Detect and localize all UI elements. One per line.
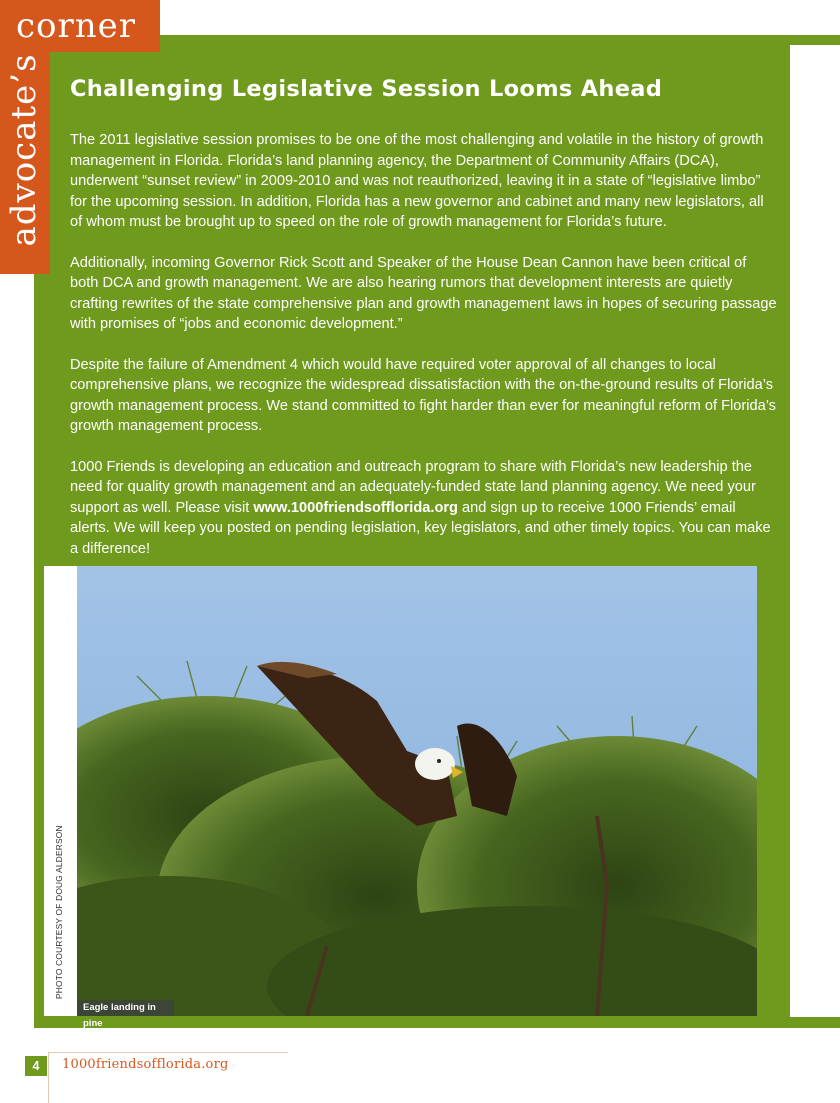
photo-caption: Eagle landing in pine	[77, 1000, 174, 1016]
paragraph-4-text-a: 1000 Friends is developing an education and outreach program to share with Florida’s new leadership the need for quality growth management and an adequately-funded state land planning agency. We need your support as well. Please visit	[70, 458, 756, 516]
photo-frame	[44, 566, 757, 1016]
eagle-in-pine-image	[77, 566, 757, 1016]
paragraph-2: Additionally, incoming Governor Rick Scott and Speaker of the House Dean Cannon have been critical of both DCA and growth management. We are also hearing rumors that development interests are quietly crafting rewrites of the state comprehensive plan and growth management laws in hopes of securing passage with promises of “jobs and economic development.”	[70, 254, 777, 332]
paragraph-4	[70, 457, 778, 560]
footer-vertical-rule	[48, 1052, 49, 1103]
paragraph-3: Despite the failure of Amendment 4 which would have required voter approval of all changes to local comprehensive plans, we recognize the widespread dissatisfaction with the on-the-ground results of Florida’s growth management process. We stand committed to fight harder than ever for meaningful reform of Florida’s growth management process.	[70, 356, 776, 434]
section-word-advocates: advocate’s	[4, 53, 44, 247]
page-margin	[790, 45, 840, 1017]
website-link[interactable]: www.1000friendsofflorida.org	[253, 499, 458, 516]
paragraph-1: The 2011 legislative session promises to be one of the most challenging and volatile in the history of growth management in Florida. Florida’s land planning agency, the Department of Community Affairs (DCA), underwent “sunset review” in 2009-2010 and was not reauthorized, leaving it in a state of “legislative limbo” for the upcoming session. In addition, Florida has a new governor and cabinet and many new legislators, all of whom must be brought up to speed on the role of growth management for Florida’s future.	[70, 132, 764, 230]
paragraph-4-text-b: and sign up to receive 1000 Friends’ email alerts. We will keep you posted on pending legislation, key legislators, and other timely topics. You can make a difference!	[70, 499, 771, 557]
footer-rule	[48, 1052, 288, 1053]
photo-credit: PHOTO COURTESY OF DOUG ALDERSON	[54, 825, 64, 999]
article-body	[70, 130, 778, 579]
article-headline: Challenging Legislative Session Looms Ahead	[70, 76, 663, 102]
eagle-photo	[77, 566, 757, 1016]
section-word-corner: corner	[16, 6, 137, 46]
page-number: 4	[25, 1056, 47, 1076]
footer-website[interactable]: 1000friendsofflorida.org	[62, 1057, 229, 1072]
